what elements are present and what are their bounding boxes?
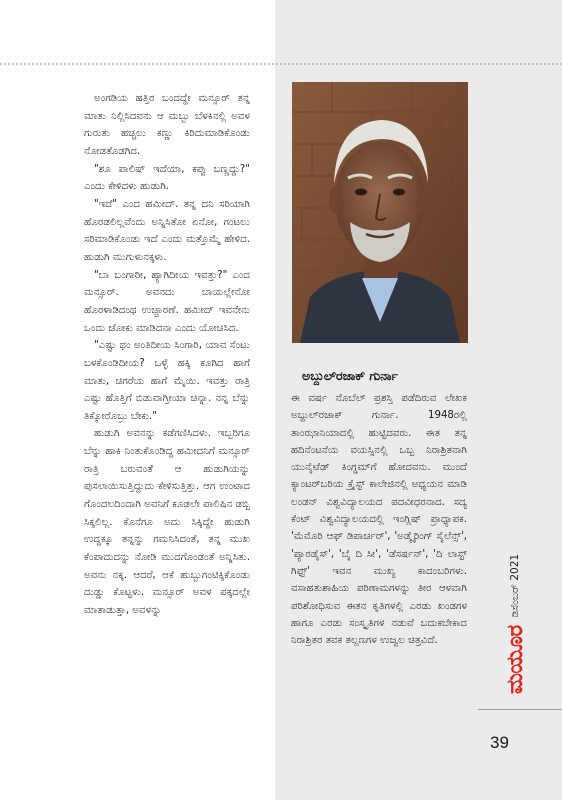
story-paragraph: ಅಂಗಡಿಯ ಹತ್ತಿರ ಬಂದದ್ದೇ ಮನ್ಸೂರ್ ತನ್ನ ಮಾತು ನಿಲ್ಲಿಸಿದವನು ಆ ಮಬ್ಬು ಬೆಳಕಿನಲ್ಲಿ ಅವಳ ಗುರುತು ಹಚ್ಚಲು ಕಣ್ಣು ಕಿರಿದುಮಾಡಿಕೊಂಡು ನೋಡತೊಡಗಿದ. <box>84 93 250 157</box>
footer-rule <box>478 709 562 710</box>
story-paragraph: ಹುಡುಗಿ ಅವನನ್ನು ಕಡೆಗಣಿಸಿದಳು. ಇಬ್ಬರಿಗೂ ಬೆನ್ನು ಹಾಕಿ ನಿಂತುಕೊಂಡಿದ್ದ ಹಮೀದನಿಗೆ ಮನ್ಸೂರ್ ರಾತ್ರಿ ಬರುವಂತೆ ಆ ಹುಡುಗಿಯನ್ನು ಪುಸಲಾಯಿಸುತ್ತಿದ್ದುದು ಕೇಳಿಸುತ್ತಿತ್ತು. ಆಗ ಉಂಟಾದ ಗೊಂದಲದಿಂದಾಗಿ ಅವನಿಗೆ ಕೂಡಲೇ ಪಾಲಿಷಿನ ಡಬ್ಬಿ ಸಿಕ್ಕಲಿಲ್ಲ. ಕೊನೆಗೂ ಅದು ಸಿಕ್ಕಿದ್ದೇ ಹುಡುಗಿ ಉದ್ದಕ್ಕೂ ತನ್ನನ್ನು ಗಮನಿಸಿದಂತೆ, ತನ್ನ ಮುಖ ಕೆಂಪಾದುದನ್ನು ನೋಡಿ ಮುದಗೊಂಡಂತೆ ಅನ್ನಿಸಿತು. ಅವನು ನಕ್ಕ. ಆದರೆ, ಆಕೆ ಹುಬ್ಬುಗಂಟಿಕ್ಕಿಕೊಂಡು ದುಡ್ಡು ಕೊಟ್ಟಳು. ಮನ್ಸೂರ್ ಅವಳ ಪಕ್ಕದಲ್ಲೇ ಮಾತಾಡುತ್ತಾ, ಅವಳನ್ನು <box>84 428 250 617</box>
photo-caption: ಅಬ್ದುಲ್‌ರಜಾಕ್ ಗುರ್ನಾ <box>302 368 398 383</box>
author-photo <box>292 82 468 343</box>
magazine-logo: ಮಯೂರ <box>503 625 528 694</box>
story-paragraph: "ಎಷ್ಟು ಥಂ ಅಂತಿದೀಯ ಸಿಂಗಾರಿ, ಯಾವ ಸೆಂಟು ಬಳಕೊಂಡಿದೀಯ? ಒಳ್ಳೆ ಹಕ್ಕಿ ಕೂಗಿದ ಹಾಗೆ ಮಾತು, ಚಿಗರೆಯ ಹಾಗೆ ಮೈಯಿ. ಇವತ್ತು ರಾತ್ರಿ ಎಷ್ಟು ಹೊತ್ತಿಗೆ ಬಿಡುವಾಗ್ತೀಯಾ ಚಿನ್ನಾ. ನನ್ನ ಬೆನ್ನು ತಿಕ್ಕೋರೊಬ್ರು ಬೇಕು." <box>84 340 250 422</box>
story-paragraph: "ಬಾ ಬಂಗಾರೀ, ಹ್ಯಾಗಿದೀಯ ಇವತ್ತು?" ಎಂದ ಮನ್ಸೂರ್. ಅವನದು ಬಾಯಲ್ಲೇನೋ ಹೊರಳಾಡಿದಂಥ ಉಚ್ಚಾರಣೆ. ಹಮೀದ್ ಇವನೇನು ಒಂದು ಜೋಕು ಮಾಡಿದನಾ ಎಂದು ಯೋಚಿಸಿದ. <box>84 269 250 334</box>
header-dotted-rule <box>0 63 562 65</box>
author-bio-text: ಈ ವರ್ಷ ನೊಬೆಲ್ ಪ್ರಶಸ್ತಿ ಪಡೆದಿರುವ ಲೇಖಕ ಅಬ್ದುಲ್‌ರಜಾಕ್ ಗುರ್ನಾ. 1948ರಲ್ಲಿ ತಾಂಝಾನಿಯಾದಲ್ಲಿ ಹುಟ್ಟಿದವರು. ಈತ ತನ್ನ ಹದಿನೆಂಟನೆಯ ವಯಸ್ಸಿನಲ್ಲಿ ಒಬ್ಬ ನಿರಾಶ್ರಿತನಾಗಿ ಯುನೈಟೆಡ್ ಕಿಂಗ್ಡಮ್‌ಗೆ ಹೋದವನು. ಮುಂದೆ ಕ್ಯಾಂಟರ್‌ಬರಿಯ ಕ್ರೈಸ್ಟ್ ಕಾಲೇಜಿನಲ್ಲಿ ಅಧ್ಯಯನ ಮಾಡಿ ಲಂಡನ್ ವಿಶ್ವವಿದ್ಯಾಲಯದ ಪದವೀಧರನಾದ. ಸದ್ಯ ಕೆಂಟ್ ವಿಶ್ವವಿದ್ಯಾಲಯದಲ್ಲಿ ಇಂಗ್ಲಿಷ್ ಪ್ರಾಧ್ಯಾಪಕ. 'ಮೆಮೊರಿ ಆಫ್ ಡಿಪಾರ್ಚರ್', 'ಅಡ್ಮೈರಿಂಗ್ ಸೈಲೆನ್ಸ್', 'ಪ್ಯಾರಡೈಸ್', 'ಬೈ ದಿ ಸೀ', 'ಡೆಸರ್ಷನ್', 'ದಿ ಲಾಸ್ಟ್ ಗಿಫ್ಟ್' ಇವನ ಮುಖ್ಯ ಕಾದಂಬರಿಗಳು. ವಸಾಹತುಶಾಹಿಯ ಪರಿಣಾಮಗಳನ್ನು ತೀರ ಆಳವಾಗಿ ಪರಿಶೋಧಿಸುವ ಈತನ ಕೃತಿಗಳಲ್ಲಿ ಎರಡು ಖಂಡಗಳ ಹಾಗೂ ಎರಡು ಸಂಸ್ಕೃತಿಗಳ ನಡುವೆ ಬದುಕಬೇಕಾದ ನಿರಾಶ್ರಿತರ ತವಕ ತಲ್ಲಣಗಳ ಉಜ್ವಲ ಚಿತ್ರವಿದೆ. <box>291 393 467 647</box>
story-paragraph: "ಶೂ ಪಾಲಿಷ್ ಇದೆಯಾ, ಕಪ್ಪು ಬಣ್ಣದ್ದು?" ಎಂದು ಕೇಳಿದಳು ಹುಡುಗಿ. <box>84 163 250 193</box>
magazine-footer <box>503 554 528 694</box>
issue-date: ಡಿಸೆಂಬರ್ 2021 <box>509 553 521 618</box>
author-bio <box>291 390 467 649</box>
story-column <box>84 90 250 620</box>
story-paragraph: "ಇದೆ" ಎಂದ ಹಮೀದ್. ತನ್ನ ದನಿ ಸರಿಯಾಗಿ ಹೊರಡಲಿಲ್ಲವೆಂದು ಅನ್ನಿಸಿತೋ ಏನೋ, ಗಂಟಲು ಸರಿಮಾಡಿಕೊಂಡು ಇದೆ ಎಂದು ಮತ್ತೊಮ್ಮೆ ಹೇಳಿದ. ಹುಡುಗಿ ಮುಗುಳುನಕ್ಕಳು. <box>84 198 250 263</box>
page-number: 39 <box>490 733 509 752</box>
